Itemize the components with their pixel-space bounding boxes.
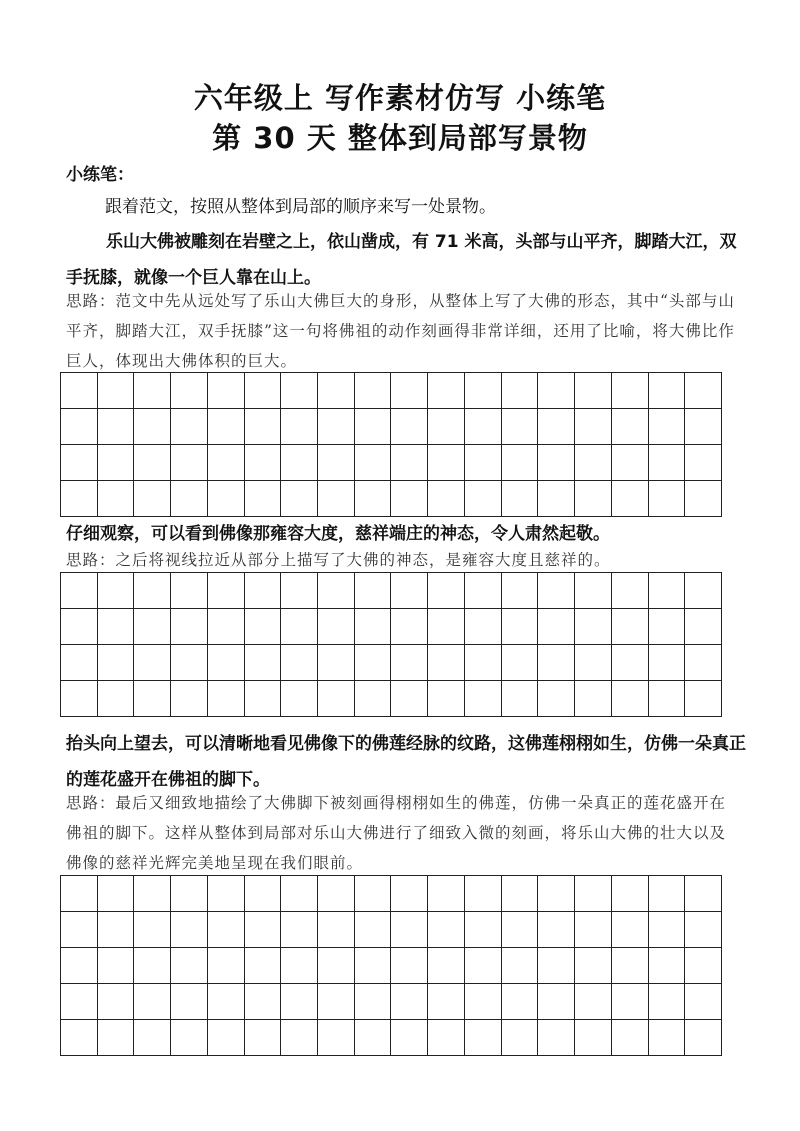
grid-cell[interactable] xyxy=(171,948,208,984)
grid-cell[interactable] xyxy=(428,1020,465,1056)
grid-cell[interactable] xyxy=(611,681,648,717)
grid-cell[interactable] xyxy=(611,481,648,517)
grid-cell[interactable] xyxy=(97,876,134,912)
grid-cell[interactable] xyxy=(171,645,208,681)
grid-cell[interactable] xyxy=(134,373,171,409)
grid-cell[interactable] xyxy=(61,373,98,409)
grid-cell[interactable] xyxy=(97,373,134,409)
grid-cell[interactable] xyxy=(61,409,98,445)
grid-cell[interactable] xyxy=(207,373,244,409)
grid-cell[interactable] xyxy=(685,1020,722,1056)
grid-cell[interactable] xyxy=(648,1020,685,1056)
grid-cell[interactable] xyxy=(61,1020,98,1056)
grid-cell[interactable] xyxy=(428,948,465,984)
grid-cell[interactable] xyxy=(501,645,538,681)
grid-cell[interactable] xyxy=(281,645,318,681)
grid-cell[interactable] xyxy=(538,1020,575,1056)
grid-cell[interactable] xyxy=(538,876,575,912)
grid-row xyxy=(61,876,722,912)
grid-cell[interactable] xyxy=(464,645,501,681)
grid-cell[interactable] xyxy=(354,912,391,948)
grid-cell[interactable] xyxy=(648,645,685,681)
grid-cell[interactable] xyxy=(281,948,318,984)
grid-cell[interactable] xyxy=(207,681,244,717)
grid-cell[interactable] xyxy=(97,984,134,1020)
grid-cell[interactable] xyxy=(685,681,722,717)
grid-cell[interactable] xyxy=(685,481,722,517)
grid-cell[interactable] xyxy=(501,984,538,1020)
grid-cell[interactable] xyxy=(354,373,391,409)
grid-cell[interactable] xyxy=(391,984,428,1020)
grid-cell[interactable] xyxy=(648,984,685,1020)
grid-cell[interactable] xyxy=(538,445,575,481)
grid-row xyxy=(61,1020,722,1056)
grid-cell[interactable] xyxy=(685,984,722,1020)
grid-row xyxy=(61,373,722,409)
grid-cell[interactable] xyxy=(611,876,648,912)
grid-cell[interactable] xyxy=(611,573,648,609)
grid-cell[interactable] xyxy=(244,912,281,948)
grid-cell[interactable] xyxy=(97,573,134,609)
grid-cell[interactable] xyxy=(611,912,648,948)
grid-cell[interactable] xyxy=(134,481,171,517)
grid-cell[interactable] xyxy=(538,645,575,681)
grid-cell[interactable] xyxy=(281,681,318,717)
grid-cell[interactable] xyxy=(428,912,465,948)
grid-cell[interactable] xyxy=(648,373,685,409)
grid-cell[interactable] xyxy=(685,409,722,445)
grid-cell[interactable] xyxy=(648,912,685,948)
title-line2: 第 30 天 整体到局部写景物 xyxy=(212,121,588,155)
grid-cell[interactable] xyxy=(685,876,722,912)
grid-cell[interactable] xyxy=(538,984,575,1020)
grid-cell[interactable] xyxy=(97,409,134,445)
grid-cell[interactable] xyxy=(318,948,355,984)
grid-row xyxy=(61,481,722,517)
grid-cell[interactable] xyxy=(648,481,685,517)
grid-cell[interactable] xyxy=(611,948,648,984)
grid-cell[interactable] xyxy=(97,645,134,681)
grid-cell[interactable] xyxy=(61,609,98,645)
model-sentence-3: 抬头向上望去，可以清晰地看见佛像下的佛莲经脉的纹路，这佛莲栩栩如生，仿佛一朵真正的莲花盛开在佛祖的脚下。 xyxy=(66,734,746,790)
grid-cell[interactable] xyxy=(464,876,501,912)
grid-cell[interactable] xyxy=(134,876,171,912)
grid-cell[interactable] xyxy=(244,573,281,609)
grid-cell[interactable] xyxy=(391,573,428,609)
grid-cell[interactable] xyxy=(538,912,575,948)
model-sentence-2: 仔细观察，可以看到佛像那雍容大度，慈祥端庄的神态，令人肃然起敬。 xyxy=(66,524,610,544)
grid-cell[interactable] xyxy=(685,912,722,948)
model-sentence-1: 乐山大佛被雕刻在岩壁之上，依山凿成，有 71 米高，头部与山平齐，脚踏大江，双手抚膝，就像一个巨人靠在山上。 xyxy=(66,232,737,288)
grid-cell[interactable] xyxy=(281,573,318,609)
grid-cell[interactable] xyxy=(171,1020,208,1056)
grid-cell[interactable] xyxy=(428,445,465,481)
thinking-text-2: 思路：之后将视线拉近从部分上描写了大佛的神态，是雍容大度且慈祥的。 xyxy=(66,551,611,569)
grid-row xyxy=(61,409,722,445)
grid-cell[interactable] xyxy=(207,1020,244,1056)
grid-cell[interactable] xyxy=(611,1020,648,1056)
grid-cell[interactable] xyxy=(611,609,648,645)
grid-cell[interactable] xyxy=(244,445,281,481)
grid-cell[interactable] xyxy=(538,609,575,645)
grid-cell[interactable] xyxy=(575,445,612,481)
grid-cell[interactable] xyxy=(501,573,538,609)
grid-cell[interactable] xyxy=(648,609,685,645)
grid-cell[interactable] xyxy=(611,445,648,481)
grid-cell[interactable] xyxy=(207,645,244,681)
grid-cell[interactable] xyxy=(134,445,171,481)
grid-cell[interactable] xyxy=(464,409,501,445)
grid-cell[interactable] xyxy=(685,445,722,481)
grid-cell[interactable] xyxy=(464,681,501,717)
grid-cell[interactable] xyxy=(207,481,244,517)
grid-cell[interactable] xyxy=(61,481,98,517)
grid-cell[interactable] xyxy=(648,681,685,717)
grid-cell[interactable] xyxy=(391,948,428,984)
grid-cell[interactable] xyxy=(134,573,171,609)
grid-cell[interactable] xyxy=(61,912,98,948)
grid-cell[interactable] xyxy=(171,573,208,609)
thinking-text-3: 思路：最后又细致地描绘了大佛脚下被刻画得栩栩如生的佛莲，仿佛一朵真正的莲花盛开在佛祖的脚下。这样从整体到局部对乐山大佛进行了细致入微的刻画，将乐山大佛的壮大以及佛像的慈祥光辉完美地呈现在我们眼前。 xyxy=(66,794,727,872)
grid-cell[interactable] xyxy=(171,984,208,1020)
grid-cell[interactable] xyxy=(97,481,134,517)
grid-cell[interactable] xyxy=(281,876,318,912)
grid-cell[interactable] xyxy=(354,573,391,609)
grid-cell[interactable] xyxy=(134,609,171,645)
grid-cell[interactable] xyxy=(501,1020,538,1056)
grid-cell[interactable] xyxy=(244,681,281,717)
grid-cell[interactable] xyxy=(318,876,355,912)
grid-cell[interactable] xyxy=(464,912,501,948)
grid-cell[interactable] xyxy=(207,984,244,1020)
grid-cell[interactable] xyxy=(538,373,575,409)
grid-cell[interactable] xyxy=(428,984,465,1020)
grid-cell[interactable] xyxy=(61,681,98,717)
grid-cell[interactable] xyxy=(391,876,428,912)
grid-cell[interactable] xyxy=(685,373,722,409)
grid-cell[interactable] xyxy=(611,373,648,409)
grid-cell[interactable] xyxy=(61,573,98,609)
grid-cell[interactable] xyxy=(171,681,208,717)
grid-cell[interactable] xyxy=(354,876,391,912)
grid-cell[interactable] xyxy=(354,681,391,717)
grid-cell[interactable] xyxy=(318,645,355,681)
grid-row xyxy=(61,445,722,481)
grid-cell[interactable] xyxy=(134,409,171,445)
grid-cell[interactable] xyxy=(501,876,538,912)
grid-cell[interactable] xyxy=(354,609,391,645)
grid-cell[interactable] xyxy=(207,876,244,912)
grid-cell[interactable] xyxy=(134,984,171,1020)
grid-cell[interactable] xyxy=(281,912,318,948)
grid-cell[interactable] xyxy=(575,984,612,1020)
grid-cell[interactable] xyxy=(318,409,355,445)
grid-cell[interactable] xyxy=(281,609,318,645)
grid-cell[interactable] xyxy=(61,984,98,1020)
writing-grid-2[interactable] xyxy=(60,572,722,717)
grid-cell[interactable] xyxy=(134,645,171,681)
grid-cell[interactable] xyxy=(318,984,355,1020)
grid-cell[interactable] xyxy=(318,445,355,481)
grid-cell[interactable] xyxy=(281,409,318,445)
grid-cell[interactable] xyxy=(318,609,355,645)
grid-cell[interactable] xyxy=(391,373,428,409)
grid-cell[interactable] xyxy=(97,948,134,984)
grid-cell[interactable] xyxy=(391,609,428,645)
grid-cell[interactable] xyxy=(648,445,685,481)
exercise-label: 小练笔： xyxy=(66,165,134,185)
grid-cell[interactable] xyxy=(428,681,465,717)
grid-row xyxy=(61,984,722,1020)
grid-cell[interactable] xyxy=(207,573,244,609)
grid-cell[interactable] xyxy=(318,481,355,517)
grid-cell[interactable] xyxy=(428,373,465,409)
grid-cell[interactable] xyxy=(318,573,355,609)
grid-cell[interactable] xyxy=(281,445,318,481)
grid-cell[interactable] xyxy=(171,409,208,445)
grid-cell[interactable] xyxy=(354,481,391,517)
grid-cell[interactable] xyxy=(538,409,575,445)
grid-cell[interactable] xyxy=(171,373,208,409)
grid-cell[interactable] xyxy=(207,409,244,445)
grid-cell[interactable] xyxy=(575,573,612,609)
grid-cell[interactable] xyxy=(171,876,208,912)
grid-cell[interactable] xyxy=(648,409,685,445)
grid-row xyxy=(61,948,722,984)
grid-cell[interactable] xyxy=(538,948,575,984)
grid-cell[interactable] xyxy=(575,409,612,445)
grid-cell[interactable] xyxy=(538,573,575,609)
grid-cell[interactable] xyxy=(244,409,281,445)
grid-cell[interactable] xyxy=(391,481,428,517)
grid-cell[interactable] xyxy=(575,681,612,717)
grid-cell[interactable] xyxy=(464,609,501,645)
grid-cell[interactable] xyxy=(575,645,612,681)
grid-cell[interactable] xyxy=(428,645,465,681)
grid-cell[interactable] xyxy=(207,912,244,948)
grid-cell[interactable] xyxy=(61,948,98,984)
grid-cell[interactable] xyxy=(134,948,171,984)
grid-cell[interactable] xyxy=(575,1020,612,1056)
grid-cell[interactable] xyxy=(281,373,318,409)
grid-cell[interactable] xyxy=(464,1020,501,1056)
grid-cell[interactable] xyxy=(244,948,281,984)
grid-cell[interactable] xyxy=(391,445,428,481)
grid-cell[interactable] xyxy=(575,481,612,517)
grid-cell[interactable] xyxy=(354,409,391,445)
grid-cell[interactable] xyxy=(501,948,538,984)
grid-cell[interactable] xyxy=(134,912,171,948)
thinking-text-1: 思路：范文中先从远处写了乐山大佛巨大的身形，从整体上写了大佛的形态，其中“头部与山平齐，脚踏大江，双手抚膝”这一句将佛祖的动作刻画得非常详细，还用了比喻，将大佛比作巨人，体现出大佛体积的巨大。 xyxy=(66,292,735,370)
grid-cell[interactable] xyxy=(61,645,98,681)
grid-row xyxy=(61,912,722,948)
grid-cell[interactable] xyxy=(391,681,428,717)
grid-cell[interactable] xyxy=(538,681,575,717)
grid-cell[interactable] xyxy=(464,948,501,984)
grid-cell[interactable] xyxy=(244,645,281,681)
grid-cell[interactable] xyxy=(391,912,428,948)
grid-row xyxy=(61,573,722,609)
grid-cell[interactable] xyxy=(171,481,208,517)
grid-cell[interactable] xyxy=(428,609,465,645)
grid-cell[interactable] xyxy=(464,984,501,1020)
grid-cell[interactable] xyxy=(501,445,538,481)
grid-cell[interactable] xyxy=(354,445,391,481)
grid-cell[interactable] xyxy=(611,984,648,1020)
grid-cell[interactable] xyxy=(575,912,612,948)
grid-cell[interactable] xyxy=(685,948,722,984)
grid-cell[interactable] xyxy=(97,1020,134,1056)
grid-cell[interactable] xyxy=(244,876,281,912)
grid-cell[interactable] xyxy=(244,481,281,517)
grid-cell[interactable] xyxy=(244,984,281,1020)
grid-cell[interactable] xyxy=(575,373,612,409)
writing-grid-1[interactable] xyxy=(60,372,722,517)
grid-cell[interactable] xyxy=(648,948,685,984)
grid-row xyxy=(61,645,722,681)
grid-cell[interactable] xyxy=(61,876,98,912)
grid-cell[interactable] xyxy=(281,984,318,1020)
instruction-text: 跟着范文，按照从整体到局部的顺序来写一处景物。 xyxy=(105,197,496,217)
grid-cell[interactable] xyxy=(244,1020,281,1056)
grid-cell[interactable] xyxy=(97,681,134,717)
grid-cell[interactable] xyxy=(685,645,722,681)
grid-cell[interactable] xyxy=(611,645,648,681)
grid-cell[interactable] xyxy=(575,876,612,912)
grid-cell[interactable] xyxy=(318,912,355,948)
grid-cell[interactable] xyxy=(207,445,244,481)
grid-cell[interactable] xyxy=(207,609,244,645)
grid-cell[interactable] xyxy=(428,876,465,912)
grid-cell[interactable] xyxy=(391,1020,428,1056)
grid-cell[interactable] xyxy=(97,912,134,948)
grid-cell[interactable] xyxy=(464,373,501,409)
grid-cell[interactable] xyxy=(501,912,538,948)
grid-cell[interactable] xyxy=(501,681,538,717)
grid-cell[interactable] xyxy=(501,409,538,445)
grid-cell[interactable] xyxy=(685,609,722,645)
title-line1: 六年级上 写作素材仿写 小练笔 xyxy=(193,81,607,115)
grid-cell[interactable] xyxy=(134,1020,171,1056)
grid-cell[interactable] xyxy=(354,948,391,984)
grid-cell[interactable] xyxy=(171,912,208,948)
grid-cell[interactable] xyxy=(464,481,501,517)
grid-cell[interactable] xyxy=(391,409,428,445)
grid-cell[interactable] xyxy=(538,481,575,517)
grid-cell[interactable] xyxy=(97,445,134,481)
grid-row xyxy=(61,609,722,645)
grid-cell[interactable] xyxy=(648,876,685,912)
grid-cell[interactable] xyxy=(281,1020,318,1056)
grid-cell[interactable] xyxy=(685,573,722,609)
grid-cell[interactable] xyxy=(171,445,208,481)
grid-cell[interactable] xyxy=(97,609,134,645)
grid-cell[interactable] xyxy=(648,573,685,609)
grid-cell[interactable] xyxy=(354,645,391,681)
grid-cell[interactable] xyxy=(464,573,501,609)
grid-row xyxy=(61,681,722,717)
grid-cell[interactable] xyxy=(61,445,98,481)
grid-cell[interactable] xyxy=(611,409,648,445)
writing-grid-3[interactable] xyxy=(60,875,722,1056)
grid-cell[interactable] xyxy=(318,1020,355,1056)
grid-cell[interactable] xyxy=(281,481,318,517)
grid-cell[interactable] xyxy=(501,609,538,645)
grid-cell[interactable] xyxy=(575,609,612,645)
grid-cell[interactable] xyxy=(318,373,355,409)
grid-cell[interactable] xyxy=(428,481,465,517)
grid-cell[interactable] xyxy=(354,1020,391,1056)
grid-cell[interactable] xyxy=(428,573,465,609)
grid-cell[interactable] xyxy=(354,984,391,1020)
grid-cell[interactable] xyxy=(207,948,244,984)
grid-cell[interactable] xyxy=(428,409,465,445)
grid-cell[interactable] xyxy=(244,373,281,409)
grid-cell[interactable] xyxy=(171,609,208,645)
grid-cell[interactable] xyxy=(244,609,281,645)
grid-cell[interactable] xyxy=(134,681,171,717)
grid-cell[interactable] xyxy=(318,681,355,717)
grid-cell[interactable] xyxy=(464,445,501,481)
grid-cell[interactable] xyxy=(391,645,428,681)
grid-cell[interactable] xyxy=(501,373,538,409)
grid-cell[interactable] xyxy=(575,948,612,984)
grid-cell[interactable] xyxy=(501,481,538,517)
